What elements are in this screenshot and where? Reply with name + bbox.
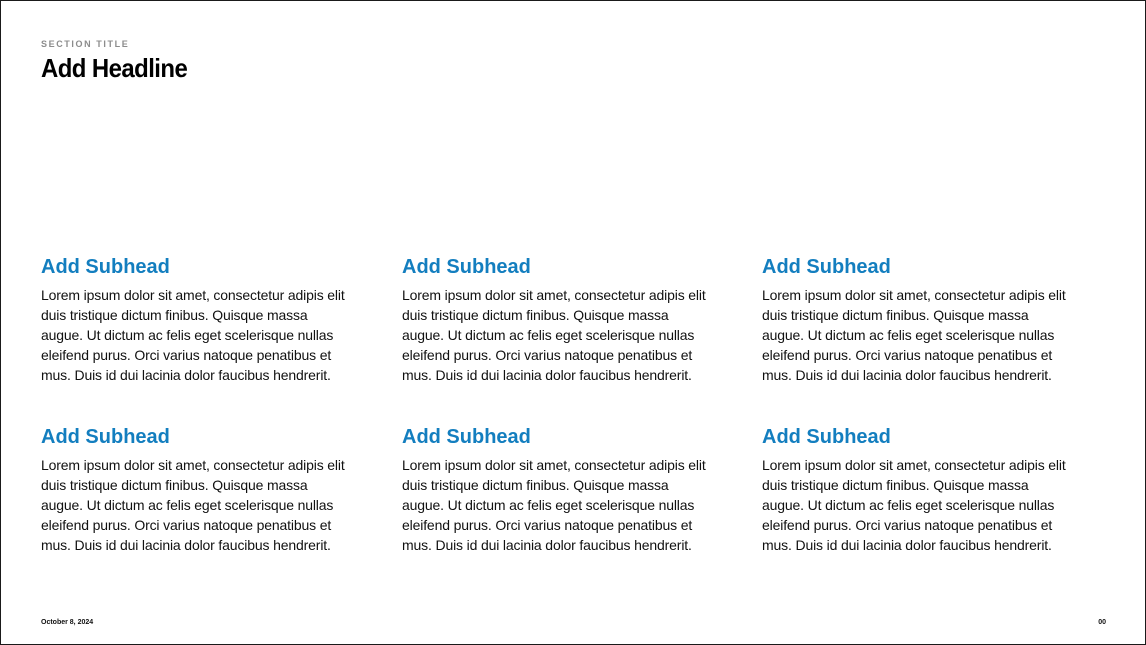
page-number: 00 (1098, 619, 1106, 626)
card-subhead: Add Subhead (41, 426, 170, 448)
card-subhead: Add Subhead (762, 256, 891, 278)
card-subhead: Add Subhead (41, 256, 170, 278)
card-body-text: Lorem ipsum dolor sit amet, consectetur adipis elit duis tristique dictum finibus. Quisque massa augue. Ut dictum ac felis eget scelerisque nullas eleifend purus. Orci varius natoque penatibus et mus. Duis id dui lacinia dolor faucibus hendrerit. (41, 457, 345, 553)
content-card-3 (762, 255, 1071, 385)
content-card-5 (402, 425, 711, 555)
card-body-text: Lorem ipsum dolor sit amet, consectetur adipis elit duis tristique dictum finibus. Quisque massa augue. Ut dictum ac felis eget scelerisque nullas eleifend purus. Orci varius natoque penatibus et mus. Duis id dui lacinia dolor faucibus hendrerit. (402, 287, 706, 383)
card-body-text: Lorem ipsum dolor sit amet, consectetur adipis elit duis tristique dictum finibus. Quisque massa augue. Ut dictum ac felis eget scelerisque nullas eleifend purus. Orci varius natoque penatibus et mus. Duis id dui lacinia dolor faucibus hendrerit. (762, 457, 1066, 553)
page-headline: Add Headline (41, 53, 188, 83)
content-card-4 (41, 425, 350, 555)
card-body-text: Lorem ipsum dolor sit amet, consectetur adipis elit duis tristique dictum finibus. Quisque massa augue. Ut dictum ac felis eget scelerisque nullas eleifend purus. Orci varius natoque penatibus et mus. Duis id dui lacinia dolor faucibus hendrerit. (402, 457, 706, 553)
content-grid (41, 255, 1071, 555)
content-card-1 (41, 255, 350, 385)
card-body-text: Lorem ipsum dolor sit amet, consectetur adipis elit duis tristique dictum finibus. Quisque massa augue. Ut dictum ac felis eget scelerisque nullas eleifend purus. Orci varius natoque penatibus et mus. Duis id dui lacinia dolor faucibus hendrerit. (41, 287, 345, 383)
footer-date: October 8, 2024 (41, 619, 94, 626)
card-subhead: Add Subhead (402, 256, 531, 278)
section-title: SECTION TITLE (41, 39, 130, 49)
content-card-2 (402, 255, 711, 385)
card-body-text: Lorem ipsum dolor sit amet, consectetur adipis elit duis tristique dictum finibus. Quisque massa augue. Ut dictum ac felis eget scelerisque nullas eleifend purus. Orci varius natoque penatibus et mus. Duis id dui lacinia dolor faucibus hendrerit. (762, 287, 1066, 383)
card-subhead: Add Subhead (402, 426, 531, 448)
content-card-6 (762, 425, 1071, 555)
card-subhead: Add Subhead (762, 426, 891, 448)
